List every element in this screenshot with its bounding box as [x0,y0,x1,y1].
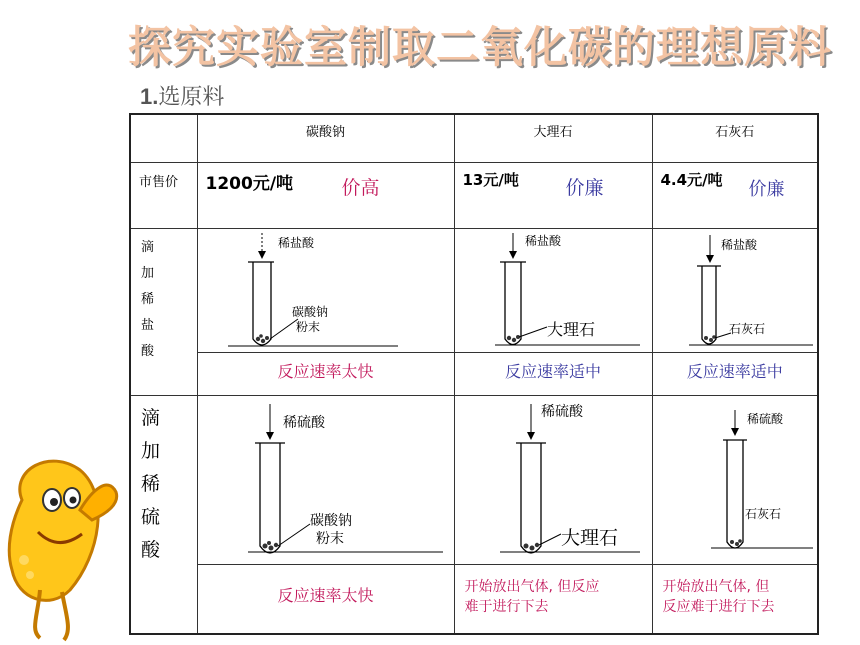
result-text: 反应速率太快 [197,564,454,634]
column-header: 碳酸钠 [197,114,454,162]
test-tube-figure [652,228,818,352]
result-line: 难于进行下去 [464,598,549,615]
material-label: 石灰石 [728,321,765,336]
row-label-h2so4 [130,395,197,634]
material-label: 碳酸钠 [291,304,328,319]
label-char: 酸 [141,538,161,561]
result-line: 开始放出气体, 但 [662,578,770,595]
comparison-table [129,113,819,635]
acid-label: 稀硫酸 [540,403,583,420]
label-char: 稀 [141,472,161,495]
page-title: 探究实验室制取二氧化碳的理想原料 [128,23,832,73]
section-number: 1. [140,84,159,109]
result-text [454,564,652,634]
price-cell [652,162,818,228]
price-value: 4.4元/吨 [660,170,723,189]
label-char: 加 [141,265,155,281]
acid-label: 稀硫酸 [282,414,325,431]
test-tube-figure [652,395,818,564]
price-judgement: 价廉 [565,176,604,199]
label-char: 酸 [141,343,155,359]
label-char: 盐 [141,317,155,333]
price-judgement: 价高 [341,176,380,199]
h2so4-figure-row [130,395,818,564]
result-text: 反应速率适中 [454,352,652,395]
label-char: 滴 [141,239,155,255]
result-text [652,564,818,634]
section-text: 选原料 [158,85,225,110]
acid-label: 稀硫酸 [746,411,783,426]
hcl-result-row [130,352,818,395]
price-cell [454,162,652,228]
row-label: 市售价 [130,162,197,228]
section-subtitle [140,80,224,111]
corner-cell [130,114,197,162]
price-cell [197,162,454,228]
result-text: 反应速率太快 [197,352,454,395]
cartoon-mascot-icon [0,440,130,645]
price-value: 1200元/吨 [205,173,294,194]
row-label-hcl [130,228,197,395]
acid-label: 稀盐酸 [524,233,561,248]
label-char: 滴 [141,406,161,429]
price-row [130,162,818,228]
material-label: 粉末 [295,319,320,334]
test-tube-figure [454,395,652,564]
price-judgement: 价廉 [748,178,785,200]
label-char: 硫 [141,505,161,528]
material-label: 石灰石 [744,506,781,521]
material-label: 粉末 [315,530,344,547]
acid-label: 稀盐酸 [277,235,314,250]
header-row [130,114,818,162]
h2so4-result-row [130,564,818,634]
label-char: 稀 [141,291,155,307]
price-value: 13元/吨 [462,170,519,189]
material-label: 大理石 [546,319,595,339]
test-tube-figure [454,228,652,352]
column-header: 石灰石 [652,114,818,162]
result-line: 反应难于进行下去 [662,598,775,615]
hcl-figure-row [130,228,818,352]
test-tube-figure [197,228,454,352]
result-line: 开始放出气体, 但反应 [464,578,600,595]
label-char: 加 [141,439,161,462]
test-tube-figure [197,395,454,564]
column-header: 大理石 [454,114,652,162]
acid-label: 稀盐酸 [720,237,757,252]
material-label: 碳酸钠 [309,512,352,529]
result-text: 反应速率适中 [652,352,818,395]
material-label: 大理石 [560,526,618,549]
